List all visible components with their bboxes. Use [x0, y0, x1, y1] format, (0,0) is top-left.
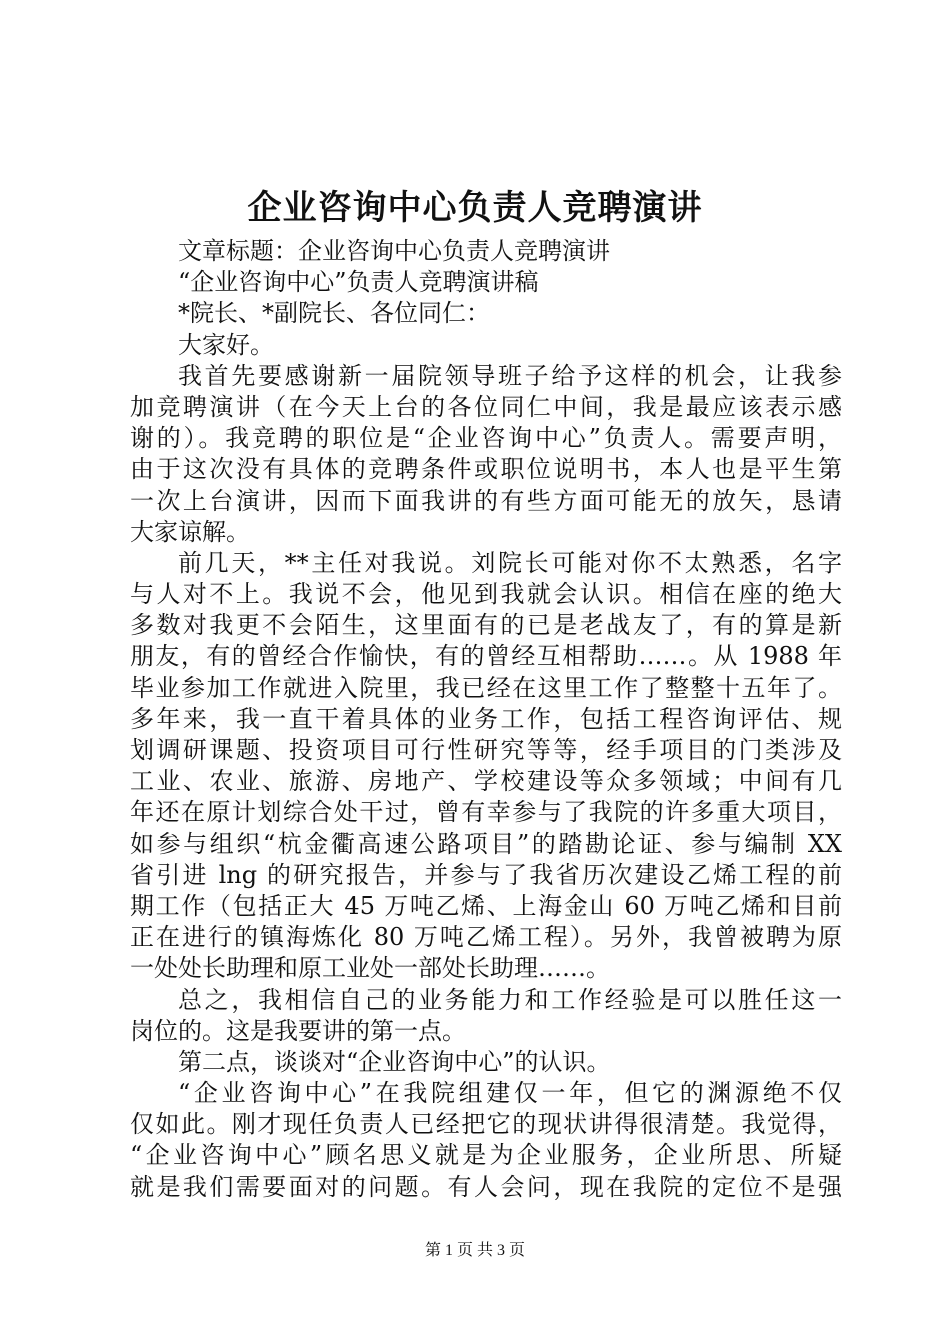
- text-line: 前几天，**主任对我说。刘院长可能对你不太熟悉，名字: [178, 548, 842, 577]
- text-line: 由于这次没有具体的竞聘条件或职位说明书，本人也是平生第: [130, 455, 842, 484]
- text-line: 我首先要感谢新一届院领导班子给予这样的机会，让我参: [178, 361, 842, 390]
- text-line: 毕业参加工作就进入院里，我已经在这里工作了整整十五年了。: [130, 673, 842, 702]
- document-title: 企业咨询中心负责人竞聘演讲: [247, 188, 703, 228]
- text-line: 省引进 lng 的研究报告，并参与了我省历次建设乙烯工程的前: [130, 860, 842, 889]
- document-body: [130, 236, 842, 1203]
- text-line: 总之，我相信自己的业务能力和工作经验是可以胜任这一: [178, 985, 842, 1014]
- text-line: 多数对我更不会陌生，这里面有的已是老战友了，有的算是新: [130, 611, 842, 640]
- text-line: 就是我们需要面对的问题。有人会问，现在我院的定位不是强: [130, 1172, 842, 1201]
- text-line: 朋友，有的曾经合作愉快，有的曾经互相帮助……。从 1988 年: [130, 642, 842, 671]
- text-line: 期工作（包括正大 45 万吨乙烯、上海金山 60 万吨乙烯和目前: [130, 891, 842, 920]
- text-line: “企业咨询中心”顾名思义就是为企业服务，企业所思、所疑: [130, 1141, 842, 1170]
- text-line: 多年来，我一直干着具体的业务工作，包括工程咨询评估、规: [130, 704, 842, 733]
- text-line: 划调研课题、投资项目可行性研究等等，经手项目的门类涉及: [130, 736, 842, 764]
- text-line: 一处处长助理和原工业处一部处长助理……。: [130, 954, 610, 983]
- text-line: 第二点，谈谈对“企业咨询中心”的认识。: [178, 1047, 611, 1076]
- text-line: *院长、*副院长、各位同仁：: [178, 299, 490, 328]
- text-line: 正在进行的镇海炼化 80 万吨乙烯工程）。另外，我曾被聘为原: [130, 923, 842, 952]
- text-line: 与人对不上。我说不会，他见到我就会认识。相信在座的绝大: [130, 580, 842, 609]
- text-line: 大家好。: [178, 330, 274, 359]
- text-line: 年还在原计划综合处干过，曾有幸参与了我院的许多重大项目，: [130, 798, 842, 827]
- text-line: 谢的）。我竞聘的职位是“企业咨询中心”负责人。需要声明，: [130, 424, 842, 453]
- text-line: 大家谅解。: [130, 517, 250, 546]
- text-line: 如参与组织“杭金衢高速公路项目”的踏勘论证、参与编制 XX: [130, 829, 842, 858]
- text-line: “企业咨询中心”负责人竞聘演讲稿: [178, 268, 539, 297]
- text-line: 加竞聘演讲（在今天上台的各位同仁中间，我是最应该表示感: [130, 392, 842, 421]
- text-line: 工业、农业、旅游、房地产、学校建设等众多领域；中间有几: [130, 767, 842, 796]
- text-line: 文章标题：企业咨询中心负责人竞聘演讲: [178, 237, 610, 265]
- text-line: 仅如此。刚才现任负责人已经把它的现状讲得很清楚。我觉得，: [130, 1110, 842, 1139]
- text-line: 一次上台演讲，因而下面我讲的有些方面可能无的放矢，恳请: [130, 486, 842, 515]
- text-line: “企业咨询中心”在我院组建仅一年，但它的渊源绝不仅: [178, 1079, 842, 1108]
- text-line: 岗位的。这是我要讲的第一点。: [130, 1016, 466, 1045]
- page-footer: 第 1 页 共 3 页: [424, 1242, 525, 1259]
